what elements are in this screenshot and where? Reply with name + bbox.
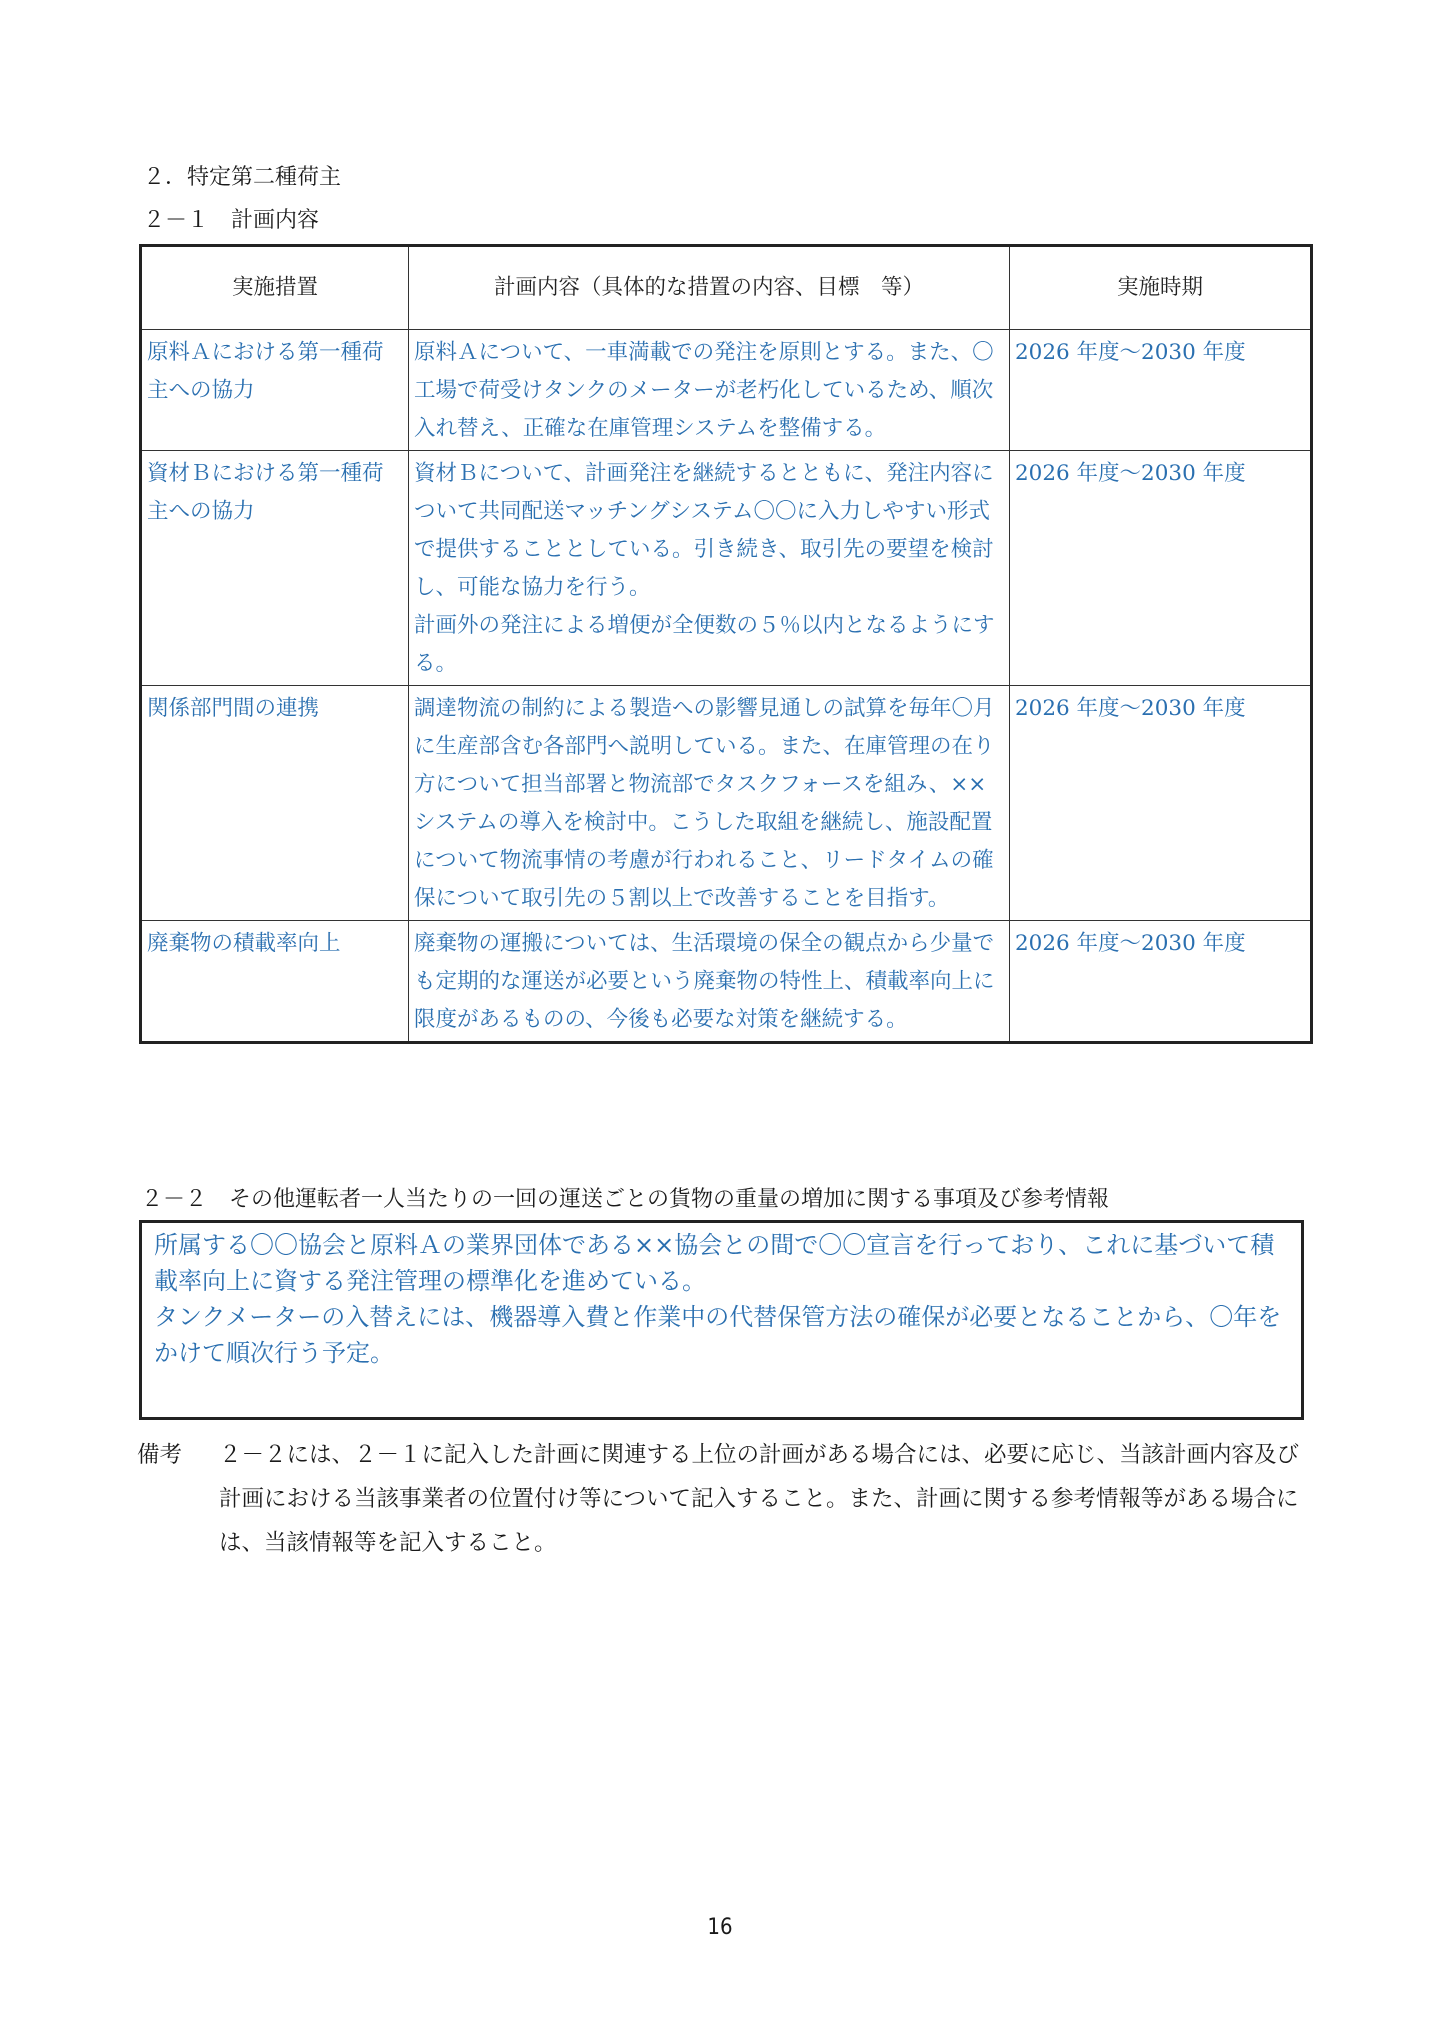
row-period: 2026 年度～2030 年度 <box>1010 330 1312 451</box>
row-content <box>409 330 1010 451</box>
reference-paragraph: タンクメーターの入替えには、機器導入費と作業中の代替保管方法の確保が必要となることから、〇年をかけて順次行う予定。 <box>154 1303 1282 1367</box>
plan-table-header <box>141 246 1312 330</box>
reference-paragraph: 所属する〇〇協会と原料Ａの業界団体である××協会との間で〇〇宣言を行っており、これに基づいて積載率向上に資する発注管理の標準化を進めている。 <box>154 1231 1275 1295</box>
row-content <box>409 686 1010 921</box>
row-content-text: 調達物流の制約による製造への影響見通しの試算を毎年〇月に生産部含む各部門へ説明している。また、在庫管理の在り方について担当部署と物流部でタスクフォースを組み、××システムの導入を検討中。こうした取組を継続し、施設配置について物流事情の考慮が行われること、リードタイムの確保について取引先の５割以上で改善することを目指す。 <box>414 696 995 911</box>
row-measure: 資材Ｂにおける第一種荷主への協力 <box>141 451 409 686</box>
row-period: 2026 年度～2030 年度 <box>1010 686 1312 921</box>
row-content-text: 計画外の発注による増便が全便数の５％以内となるようにする。 <box>414 613 995 676</box>
plan-table <box>139 244 1313 1044</box>
remarks-label: 備考 <box>137 1442 183 1468</box>
remarks <box>137 1433 1312 1565</box>
header-period: 実施時期 <box>1010 246 1312 330</box>
row-measure: 原料Ａにおける第一種荷主への協力 <box>141 330 409 451</box>
row-measure: 廃棄物の積載率向上 <box>141 921 409 1043</box>
row-content <box>409 921 1010 1043</box>
section-subtitle: ２－１ 計画内容 <box>143 208 320 233</box>
page-number: 16 <box>707 1915 733 1940</box>
header-measure: 実施措置 <box>141 246 409 330</box>
row-content-text: 資材Ｂについて、計画発注を継続するとともに、発注内容について共同配送マッチングシステム〇〇に入力しやすい形式で提供することとしている。引き続き、取引先の要望を検討し、可能な協力を行う。 <box>414 461 994 600</box>
reference-info-box <box>139 1220 1304 1420</box>
section-title: ２．特定第二種荷主 <box>143 165 342 190</box>
row-content-text: 原料Ａについて、一車満載での発注を原則とする。また、〇工場で荷受けタンクのメーターが老朽化しているため、順次入れ替え、正確な在庫管理システムを整備する。 <box>414 340 994 441</box>
row-period: 2026 年度～2030 年度 <box>1010 921 1312 1043</box>
section2-title: ２－２ その他運転者一人当たりの一回の運送ごとの貨物の重量の増加に関する事項及び参考情報 <box>141 1187 1110 1212</box>
table-row <box>141 921 1312 1043</box>
table-row <box>141 686 1312 921</box>
row-content-text: 廃棄物の運搬については、生活環境の保全の観点から少量でも定期的な運送が必要という廃棄物の特性上、積載率向上に限度があるものの、今後も必要な対策を継続する。 <box>414 931 995 1032</box>
table-row <box>141 451 1312 686</box>
row-content <box>409 451 1010 686</box>
table-row <box>141 330 1312 451</box>
remarks-text: ２－２には、２－１に記入した計画に関連する上位の計画がある場合には、必要に応じ、当該計画内容及び計画における当該事業者の位置付け等について記入すること。また、計画に関する参考情報等がある場合には、当該情報等を記入すること。 <box>219 1442 1300 1556</box>
header-content: 計画内容（具体的な措置の内容、目標 等） <box>409 246 1010 330</box>
row-measure: 関係部門間の連携 <box>141 686 409 921</box>
row-period: 2026 年度～2030 年度 <box>1010 451 1312 686</box>
